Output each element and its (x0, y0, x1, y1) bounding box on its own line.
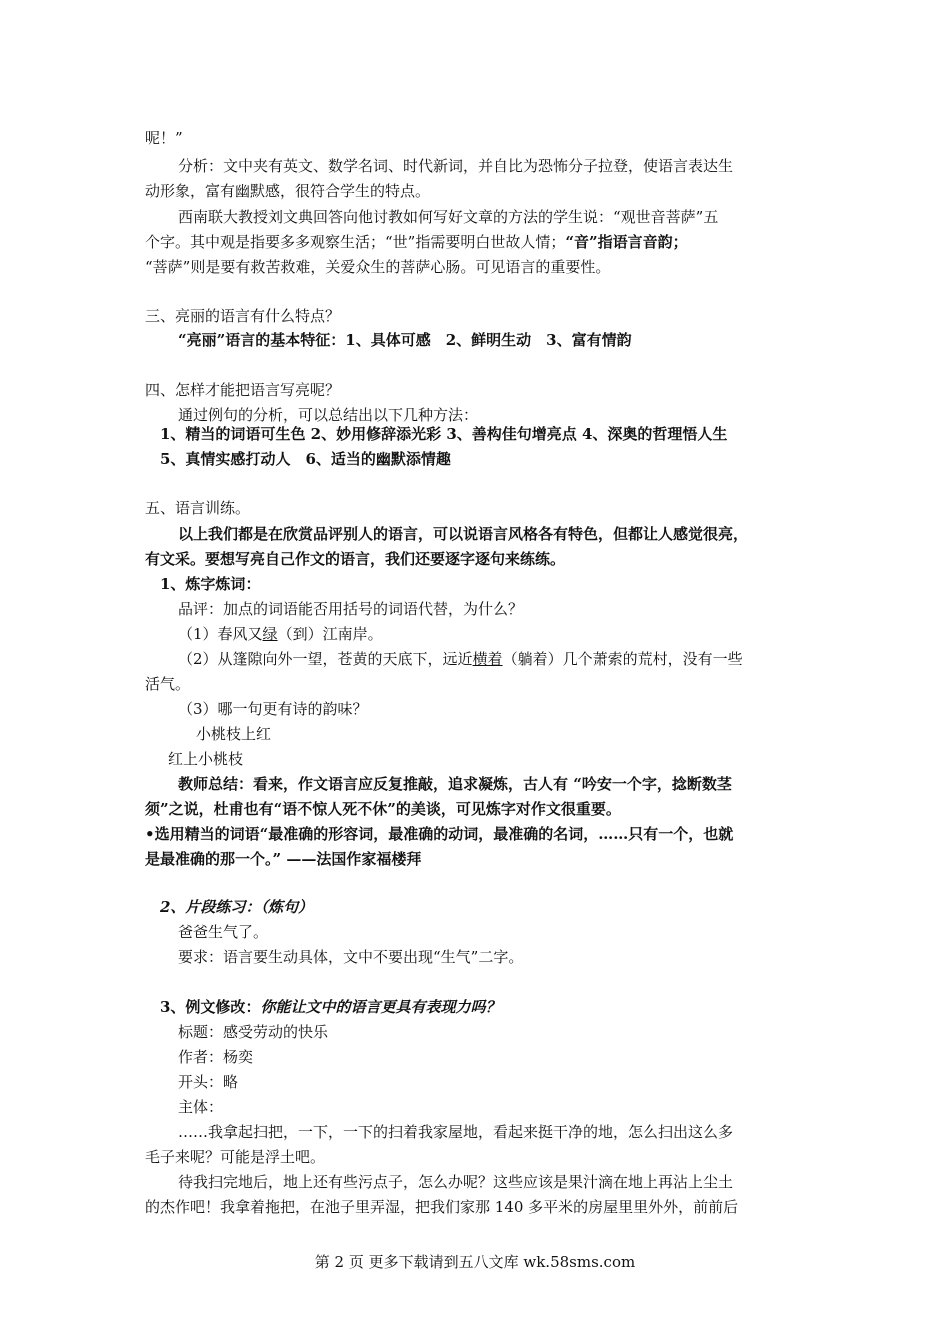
text-line: “亮丽”语言的基本特征：1、具体可感 2、鲜明生动 3、富有情韵 (178, 331, 632, 349)
text-line: 作者：杨奕 (178, 1048, 254, 1066)
text-line: 开头：略 (178, 1073, 239, 1091)
text-line (178, 624, 843, 644)
text-span: （1）春风又 (178, 625, 263, 643)
section-heading: 四、怎样才能把语言写亮呢？ (145, 381, 341, 399)
text-line: 活气。 (145, 675, 191, 693)
text-span: （2）从篷隙向外一望，苍黄的天底下，远近 (178, 650, 473, 668)
text-line: 品评：加点的词语能否用括号的词语代替，为什么？ (178, 600, 524, 618)
text-line: 的杰作吧！我拿着拖把，在池子里弄湿，把我们家那 140 多平米的房屋里里外外，前前后 (145, 1198, 739, 1216)
bold-span: “音”指语言音韵； (565, 233, 688, 251)
text-line: 5、真情实感打动人 6、适当的幽默添情趣 (160, 450, 451, 468)
text-line: 要求：语言要生动具体，文中不要出现“生气”二字。 (178, 948, 524, 966)
section-heading: 五、语言训练。 (145, 499, 251, 517)
text-line: 呢！” (145, 129, 183, 147)
text-line: （3）哪一句更有诗的韵味？ (178, 700, 368, 718)
text-line: 主体： (178, 1098, 224, 1116)
text-line (145, 232, 810, 252)
text-line: 教师总结：看来，作文语言应反复推敲，追求凝炼，古人有 “吟安一个字，捻断数茎 (178, 775, 732, 793)
subheading: 2、片段练习：（炼句） (160, 898, 313, 916)
text-span: 个字。其中观是指要多多观察生活；“世”指需要明白世故人情； (145, 233, 566, 251)
text-line: 西南联大教授刘文典回答向他讨教如何写好文章的方法的学生说：“观世音菩萨”五 (178, 208, 719, 226)
text-line: •选用精当的词语“最准确的形容词，最准确的动词，最准确的名词，……只有一个，也就 (145, 825, 734, 843)
poem-line: 红上小桃枝 (168, 750, 244, 768)
text-line: 须”之说，杜甫也有“语不惊人死不休”的美谈，可见炼字对作文很重要。 (145, 800, 621, 818)
text-line: 分析：文中夹有英文、数学名词、时代新词，并自比为恐怖分子拉登，使语言表达生 (178, 157, 734, 175)
bold-italic-span: 你能让文中的语言更具有表现力吗？ (260, 998, 501, 1016)
page-footer: 第 2 页 更多下载请到五八文库 wk.58sms.com (314, 1253, 636, 1271)
text-line: 待我扫完地后，地上还有些污点子，怎么办呢？这些应该是果汁滴在地上再沾上尘土 (178, 1173, 734, 1191)
subheading (160, 997, 825, 1017)
text-line: ……我拿起扫把，一下，一下的扫着我家屋地，看起来挺干净的地，怎么扫出这么多 (178, 1123, 734, 1141)
text-line: 1、精当的词语可生色 2、妙用修辞添光彩 3、善构佳句增亮点 4、深奥的哲理悟人生 (160, 425, 728, 443)
text-line: 动形象，富有幽默感，很符合学生的特点。 (145, 182, 431, 200)
underlined-word: 横着 (472, 650, 503, 668)
text-line: 爸爸生气了。 (178, 923, 269, 941)
text-line: 是最准确的那一个。” ——法国作家福楼拜 (145, 850, 422, 868)
text-line: 以上我们都是在欣赏品评别人的语言，可以说语言风格各有特色，但都让人感觉很亮， (178, 525, 749, 543)
text-line (178, 649, 843, 669)
bold-span: 3、例文修改： (160, 998, 261, 1016)
text-span: （躺着）几个萧索的荒村，没有一些 (502, 650, 743, 668)
text-line: 通过例句的分析，可以总结出以下几种方法： (178, 406, 479, 424)
text-span: （到）江南岸。 (277, 625, 383, 643)
text-line: 有文采。要想写亮自己作文的语言，我们还要逐字逐句来练练。 (145, 550, 566, 568)
text-line: 毛子来呢？可能是浮土吧。 (145, 1148, 326, 1166)
text-line: “菩萨”则是要有救苦救难，关爱众生的菩萨心肠。可见语言的重要性。 (145, 258, 611, 276)
poem-line: 小桃枝上红 (196, 725, 272, 743)
section-heading: 三、亮丽的语言有什么特点？ (145, 307, 341, 325)
text-line: 标题：感受劳动的快乐 (178, 1023, 329, 1041)
subheading: 1、炼字炼词： (160, 575, 261, 593)
underlined-word: 绿 (262, 625, 278, 643)
